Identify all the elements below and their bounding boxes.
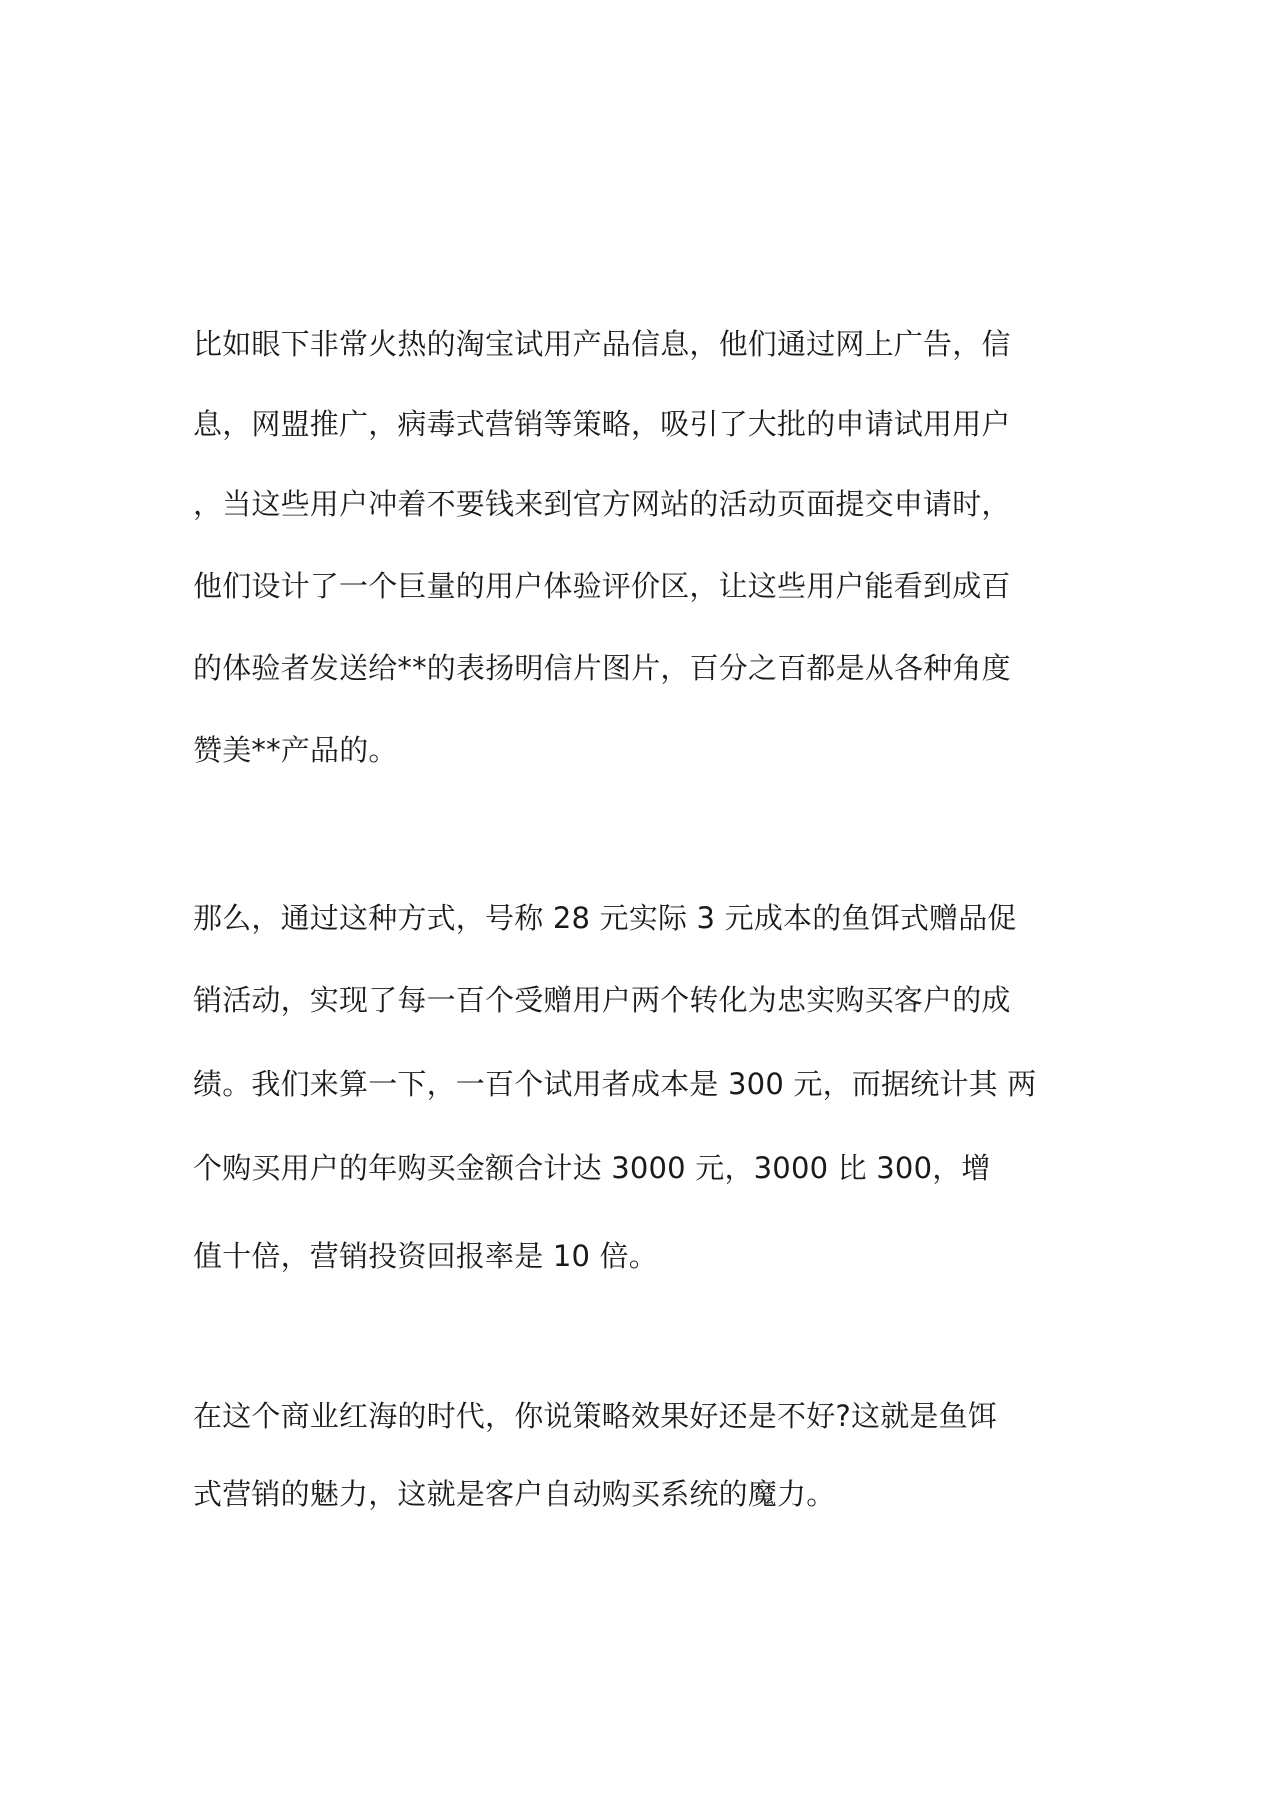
- paragraph-1-line-6: 赞美**产品的。: [193, 733, 398, 767]
- paragraph-2-line-5: 值十倍，营销投资回报率是 10 倍。: [193, 1239, 658, 1273]
- paragraph-3-line-1: 在这个商业红海的时代，你说策略效果好还是不好?这就是鱼饵: [193, 1399, 997, 1433]
- paragraph-1-line-1: 比如眼下非常火热的淘宝试用产品信息，他们通过网上广告，信: [193, 327, 1011, 361]
- paragraph-2-line-1: 那么，通过这种方式，号称 28 元实际 3 元成本的鱼饵式赠品促: [193, 901, 1017, 935]
- paragraph-1-line-3: ，当这些用户冲着不要钱来到官方网站的活动页面提交申请时，: [193, 487, 1011, 521]
- paragraph-1-line-4: 他们设计了一个巨量的用户体验评价区，让这些用户能看到成百: [193, 569, 1011, 603]
- paragraph-1-line-2: 息，网盟推广，病毒式营销等策略，吸引了大批的申请试用用户: [193, 407, 1011, 441]
- paragraph-2-line-4: 个购买用户的年购买金额合计达 3000 元，3000 比 300，增: [193, 1151, 991, 1185]
- paragraph-1-line-5: 的体验者发送给**的表扬明信片图片，百分之百都是从各种角度: [193, 651, 1011, 685]
- paragraph-2-line-3: 绩。我们来算一下，一百个试用者成本是 300 元，而据统计其 两: [193, 1067, 1037, 1101]
- paragraph-3-line-2: 式营销的魅力，这就是客户自动购买系统的魔力。: [193, 1477, 836, 1511]
- paragraph-2-line-2: 销活动，实现了每一百个受赠用户两个转化为忠实购买客户的成: [193, 983, 1011, 1017]
